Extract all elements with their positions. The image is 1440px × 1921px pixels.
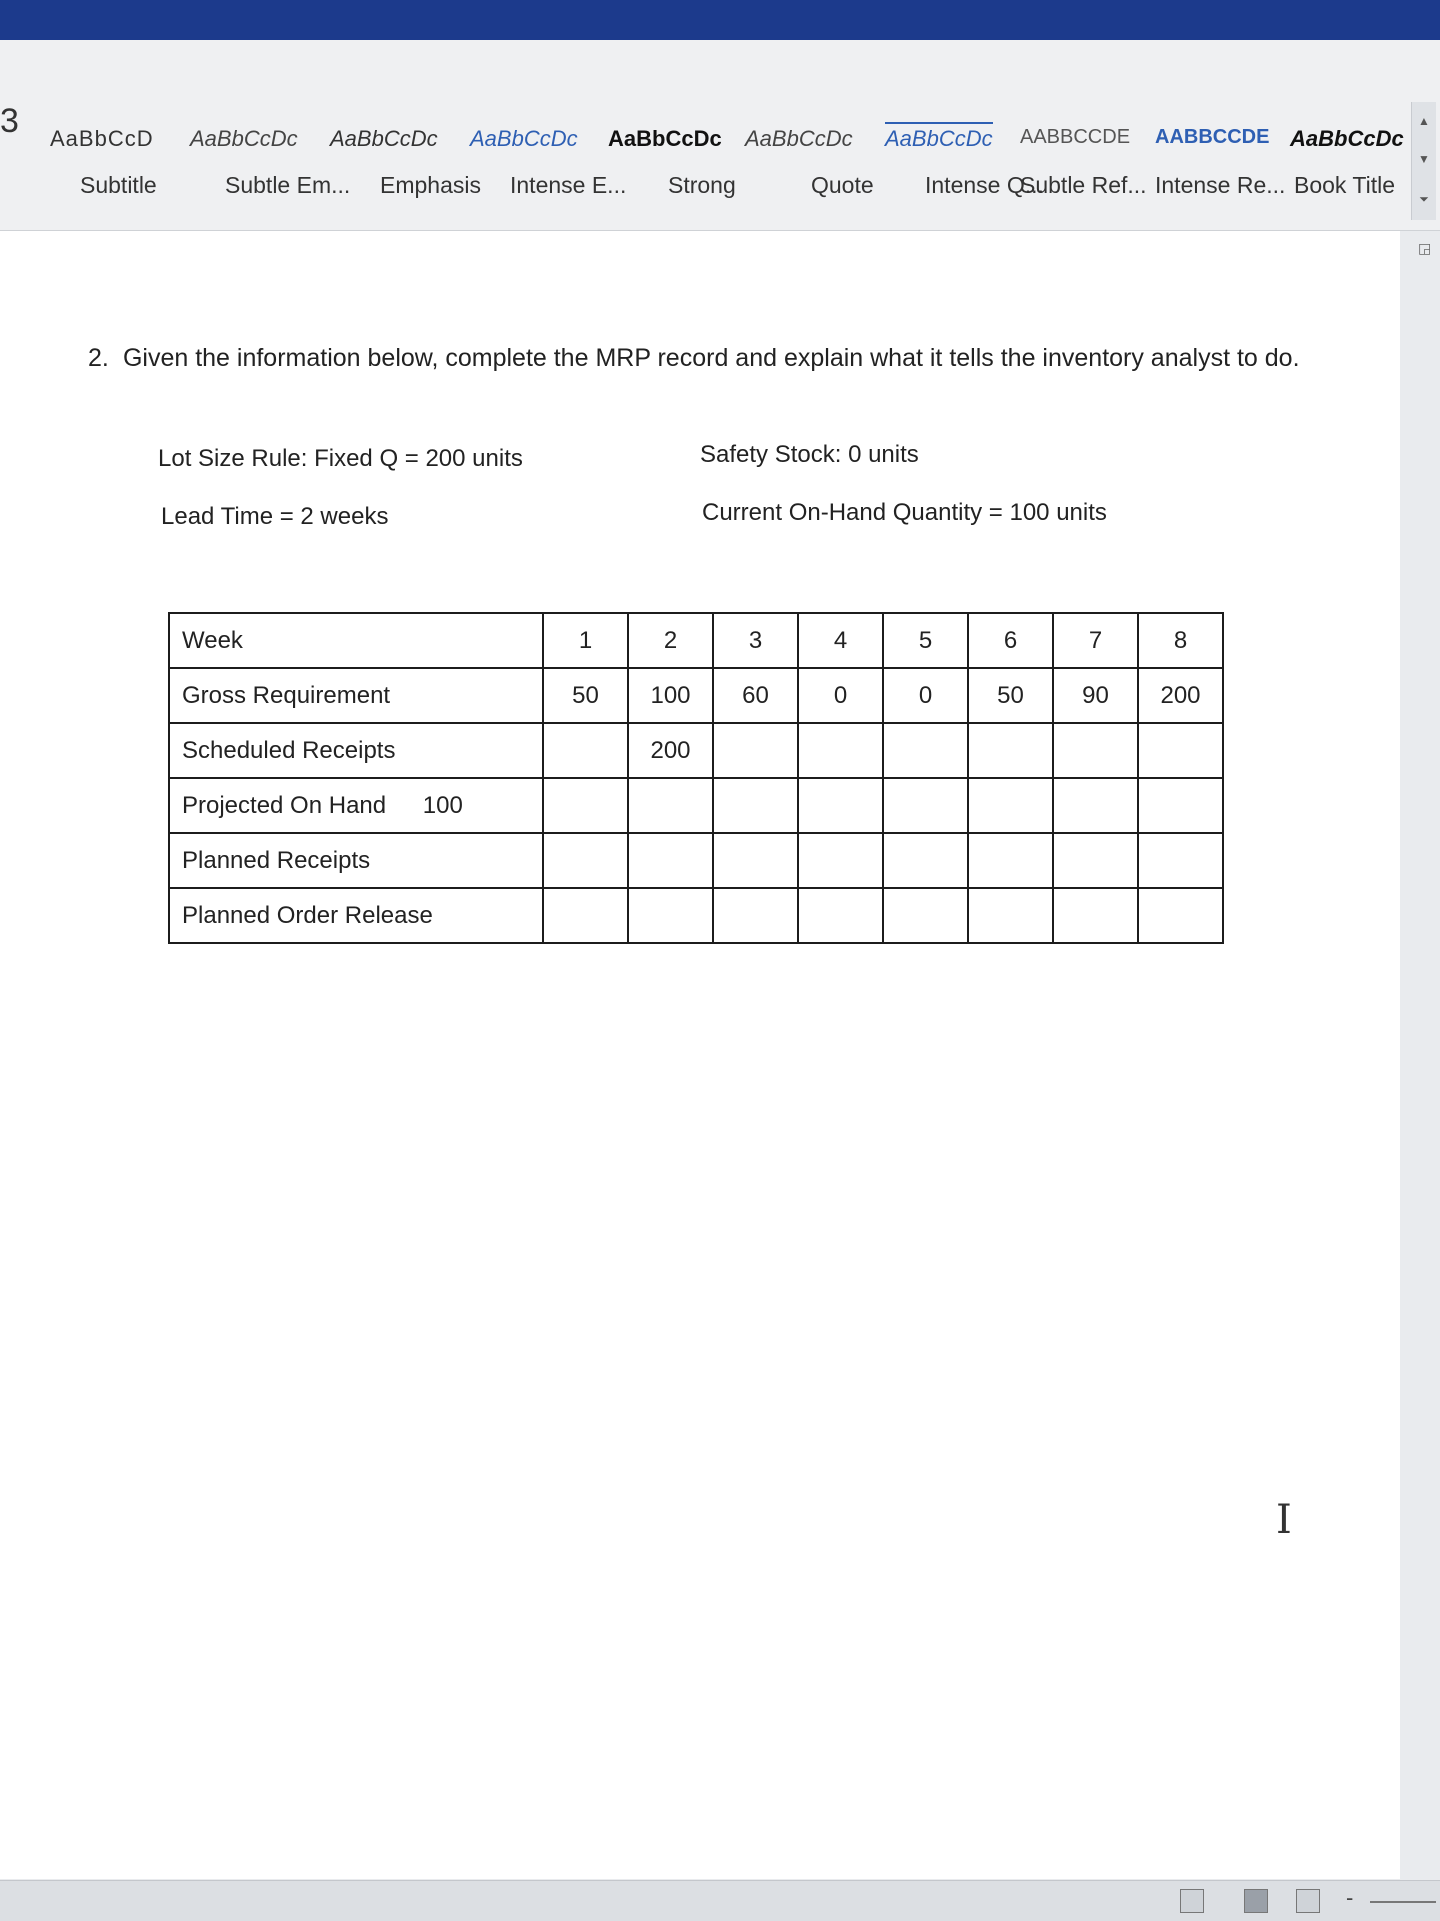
scheduled-receipts-row bbox=[169, 723, 1223, 778]
style-name: Book Title bbox=[1294, 172, 1395, 198]
row-label: Planned Order Release bbox=[169, 888, 543, 943]
mrp-record-table bbox=[168, 612, 1224, 944]
week-row bbox=[169, 613, 1223, 668]
style-emphasis[interactable] bbox=[330, 118, 481, 218]
question-number: 2. bbox=[88, 344, 109, 372]
style-preview: AABBCCDE bbox=[1020, 126, 1131, 148]
week-cell: 6 bbox=[968, 613, 1053, 668]
planned-receipt-cell[interactable] bbox=[968, 833, 1053, 888]
gross-cell[interactable]: 100 bbox=[628, 668, 713, 723]
style-subtitle[interactable] bbox=[50, 118, 182, 218]
style-preview: AaBbCcD bbox=[50, 126, 154, 151]
scheduled-cell[interactable] bbox=[543, 723, 628, 778]
style-preview: AaBbCcDc bbox=[608, 126, 722, 151]
gross-cell[interactable]: 50 bbox=[543, 668, 628, 723]
poh-cell[interactable] bbox=[1138, 778, 1223, 833]
web-layout-icon[interactable] bbox=[1296, 1889, 1320, 1913]
week-cell: 1 bbox=[543, 613, 628, 668]
style-preview: AaBbCcDc bbox=[745, 126, 853, 151]
lot-size-rule: Lot Size Rule: Fixed Q = 200 units bbox=[158, 445, 523, 472]
question-text: Given the information below, complete the MRP record and explain what it tells the inventory analyst to do. bbox=[122, 344, 1300, 372]
read-mode-icon[interactable] bbox=[1180, 1889, 1204, 1913]
style-preview: AABBCCDE bbox=[1155, 126, 1270, 148]
scroll-up-icon[interactable]: ▲ bbox=[1418, 114, 1430, 128]
gross-cell[interactable]: 60 bbox=[713, 668, 798, 723]
planned-receipt-cell[interactable] bbox=[713, 833, 798, 888]
poh-cell[interactable] bbox=[713, 778, 798, 833]
style-intense-emphasis[interactable] bbox=[470, 118, 627, 218]
scheduled-cell[interactable] bbox=[713, 723, 798, 778]
row-label-text: Projected On Hand bbox=[182, 791, 387, 819]
style-name: Subtle Ref... bbox=[1020, 172, 1147, 198]
ribbon-edge-glyph: 3 bbox=[0, 102, 19, 140]
gross-cell[interactable]: 0 bbox=[798, 668, 883, 723]
lead-time: Lead Time = 2 weeks bbox=[161, 503, 389, 530]
week-cell: 2 bbox=[628, 613, 713, 668]
poh-cell[interactable] bbox=[543, 778, 628, 833]
document-page[interactable] bbox=[0, 231, 1400, 1879]
style-intense-quote[interactable] bbox=[885, 118, 1044, 218]
planned-release-cell[interactable] bbox=[883, 888, 968, 943]
style-preview: AaBbCcDc bbox=[885, 122, 993, 152]
planned-receipt-cell[interactable] bbox=[883, 833, 968, 888]
planned-receipt-cell[interactable] bbox=[1053, 833, 1138, 888]
planned-release-cell[interactable] bbox=[628, 888, 713, 943]
planned-receipt-cell[interactable] bbox=[798, 833, 883, 888]
print-layout-icon[interactable] bbox=[1244, 1889, 1268, 1913]
planned-release-cell[interactable] bbox=[798, 888, 883, 943]
styles-gallery bbox=[40, 118, 1410, 218]
scheduled-cell[interactable] bbox=[798, 723, 883, 778]
planned-receipt-cell[interactable] bbox=[543, 833, 628, 888]
scheduled-cell[interactable] bbox=[968, 723, 1053, 778]
gross-requirement-row bbox=[169, 668, 1223, 723]
zoom-out-icon[interactable]: - bbox=[1346, 1885, 1354, 1910]
gross-cell[interactable]: 50 bbox=[968, 668, 1053, 723]
style-quote[interactable] bbox=[745, 118, 880, 218]
week-cell: 5 bbox=[883, 613, 968, 668]
gross-cell[interactable]: 200 bbox=[1138, 668, 1223, 723]
text-cursor-icon: I bbox=[1276, 1497, 1292, 1543]
planned-receipt-cell[interactable] bbox=[1138, 833, 1223, 888]
poh-cell[interactable] bbox=[1053, 778, 1138, 833]
row-label bbox=[169, 778, 543, 833]
poh-cell[interactable] bbox=[628, 778, 713, 833]
planned-release-cell[interactable] bbox=[713, 888, 798, 943]
style-name: Subtle Em... bbox=[225, 172, 351, 198]
status-bar bbox=[0, 1880, 1440, 1921]
row-label: Scheduled Receipts bbox=[169, 723, 543, 778]
style-preview: AaBbCcDc bbox=[470, 126, 578, 151]
planned-receipt-cell[interactable] bbox=[628, 833, 713, 888]
style-name: Strong bbox=[668, 172, 736, 198]
title-bar bbox=[0, 0, 1440, 40]
style-name: Subtitle bbox=[80, 172, 157, 198]
style-name: Emphasis bbox=[380, 172, 481, 198]
planned-release-cell[interactable] bbox=[1053, 888, 1138, 943]
scroll-down-icon[interactable]: ▼ bbox=[1418, 152, 1430, 166]
style-name: Intense Q... bbox=[925, 172, 1044, 198]
style-book-title[interactable] bbox=[1290, 118, 1405, 218]
week-cell: 8 bbox=[1138, 613, 1223, 668]
style-preview: AaBbCcDc bbox=[1290, 126, 1404, 151]
style-subtle-reference[interactable] bbox=[1020, 118, 1155, 218]
style-preview: AaBbCcDc bbox=[330, 126, 438, 151]
style-preview: AaBbCcDc bbox=[190, 126, 298, 151]
style-intense-reference[interactable] bbox=[1155, 118, 1290, 218]
gallery-scrollbar[interactable] bbox=[1411, 102, 1436, 220]
planned-receipts-row bbox=[169, 833, 1223, 888]
row-label: Week bbox=[169, 613, 543, 668]
current-on-hand: Current On-Hand Quantity = 100 units bbox=[702, 499, 1107, 526]
planned-order-release-row bbox=[169, 888, 1223, 943]
gross-cell[interactable]: 0 bbox=[883, 668, 968, 723]
week-cell: 7 bbox=[1053, 613, 1138, 668]
scheduled-cell[interactable] bbox=[1138, 723, 1223, 778]
ribbon bbox=[0, 40, 1440, 256]
safety-stock: Safety Stock: 0 units bbox=[700, 441, 919, 468]
week-cell: 3 bbox=[713, 613, 798, 668]
scheduled-cell[interactable]: 200 bbox=[628, 723, 713, 778]
planned-release-cell[interactable] bbox=[1138, 888, 1223, 943]
projected-on-hand-row bbox=[169, 778, 1223, 833]
question-paragraph bbox=[88, 336, 1328, 380]
zoom-slider[interactable] bbox=[1370, 1901, 1436, 1903]
row-label: Gross Requirement bbox=[169, 668, 543, 723]
style-name: Intense E... bbox=[510, 172, 627, 198]
scheduled-cell[interactable] bbox=[883, 723, 968, 778]
style-name: Intense Re... bbox=[1155, 172, 1286, 198]
poh-cell[interactable] bbox=[883, 778, 968, 833]
planned-release-cell[interactable] bbox=[968, 888, 1053, 943]
style-name: Quote bbox=[811, 172, 874, 198]
planned-release-cell[interactable] bbox=[543, 888, 628, 943]
dialog-launcher-icon[interactable]: ◲ bbox=[1418, 240, 1432, 256]
more-styles-icon[interactable]: ⏷ bbox=[1419, 192, 1429, 206]
initial-on-hand: 100 bbox=[422, 791, 463, 819]
row-label: Planned Receipts bbox=[169, 833, 543, 888]
gross-cell[interactable]: 90 bbox=[1053, 668, 1138, 723]
style-strong[interactable] bbox=[608, 118, 743, 218]
style-subtle-emphasis[interactable] bbox=[190, 118, 351, 218]
week-cell: 4 bbox=[798, 613, 883, 668]
poh-cell[interactable] bbox=[968, 778, 1053, 833]
scheduled-cell[interactable] bbox=[1053, 723, 1138, 778]
poh-cell[interactable] bbox=[798, 778, 883, 833]
